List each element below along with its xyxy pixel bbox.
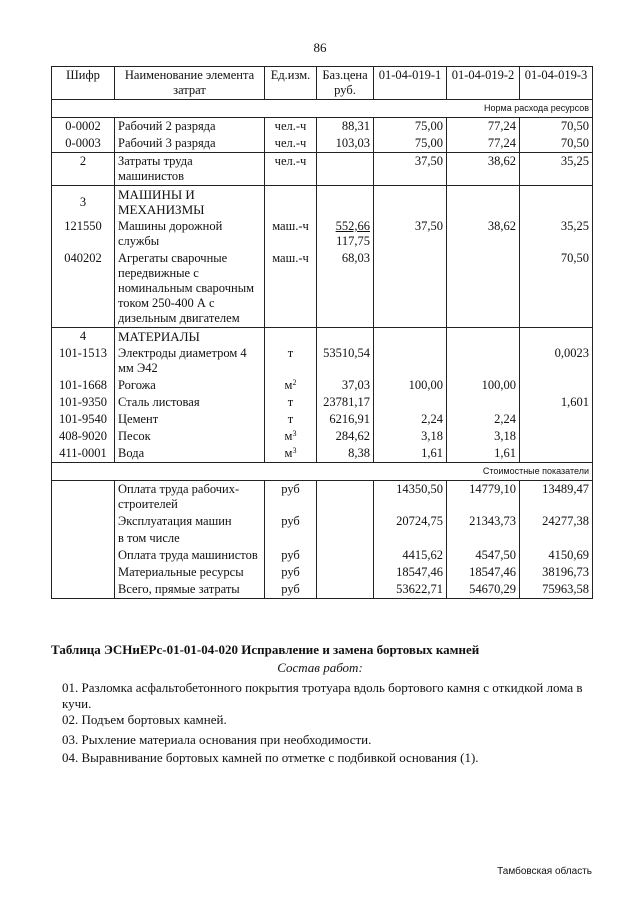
row-name: Затраты труда машинистов xyxy=(115,153,265,186)
row-price: 23781,17 xyxy=(317,394,374,411)
table-row xyxy=(52,218,593,250)
cost-row xyxy=(52,530,593,547)
table-row xyxy=(52,411,593,428)
header-col2: 01-04-019-2 xyxy=(447,67,520,100)
row-code: 101-1668 xyxy=(52,377,115,394)
table-row xyxy=(52,445,593,463)
cost-row xyxy=(52,581,593,599)
row-v2: 38,62 xyxy=(447,218,520,250)
header-unit: Ед.изм. xyxy=(265,67,317,100)
cost-unit: руб xyxy=(265,481,317,514)
work-item: 01. Разломка асфальтобетонного покрытия тротуара вдоль бортового камня с откидкой лома в кучи. xyxy=(62,680,583,711)
unit-superscript: 3 xyxy=(292,429,297,438)
row-price-secondary: 117,75 xyxy=(336,234,370,248)
norm-label: Норма расхода ресурсов xyxy=(52,100,593,118)
row-code: 101-9350 xyxy=(52,394,115,411)
cost-v2: 18547,46 xyxy=(447,564,520,581)
row-unit: т xyxy=(265,345,317,377)
row-code: 411-0001 xyxy=(52,445,115,463)
row-code: 0-0003 xyxy=(52,135,115,153)
cost-v1: 4415,62 xyxy=(374,547,447,564)
row-price: 284,62 xyxy=(317,428,374,445)
table-header xyxy=(52,67,593,100)
cost-name: Оплата труда машинистов xyxy=(115,547,265,564)
cost-v2: 54670,29 xyxy=(447,581,520,599)
table-row xyxy=(52,153,593,186)
footer-region: Тамбовская область xyxy=(497,866,592,877)
row-unit: чел.-ч xyxy=(265,153,317,186)
header-price: Баз.цена руб. xyxy=(317,67,374,100)
section-row xyxy=(52,186,593,219)
table-row xyxy=(52,250,593,328)
row-code: 101-9540 xyxy=(52,411,115,428)
row-unit: маш.-ч xyxy=(265,218,317,250)
cost-v3: 4150,69 xyxy=(520,547,593,564)
row-name: Рабочий 3 разряда xyxy=(115,135,265,153)
cost-row xyxy=(52,564,593,581)
row-code: 408-9020 xyxy=(52,428,115,445)
cost-v1: 20724,75 xyxy=(374,513,447,530)
table-row xyxy=(52,428,593,445)
row-price: 8,38 xyxy=(317,445,374,463)
row-unit: м xyxy=(284,378,293,392)
unit-superscript: 2 xyxy=(292,378,297,387)
cost-name: Эксплуатация машин xyxy=(115,513,265,530)
row-name: Электроды диаметром 4 мм Э42 xyxy=(115,345,265,377)
row-name: Агрегаты сварочные передвижные с номинальным сварочным током 250-400 А с дизельным двигателем xyxy=(115,250,265,328)
row-name: МАТЕРИАЛЫ xyxy=(115,328,265,346)
table-row xyxy=(52,345,593,377)
row-price: 68,03 xyxy=(317,250,374,328)
cost-v1: 14350,50 xyxy=(374,481,447,514)
row-name: Сталь листовая xyxy=(115,394,265,411)
cost-v3: 13489,47 xyxy=(520,481,593,514)
table-row xyxy=(52,377,593,394)
work-item: 03. Рыхление материала основания при необходимости. xyxy=(62,732,372,747)
row-name: Машины дорожной службы xyxy=(115,218,265,250)
row-name: Рабочий 2 разряда xyxy=(115,118,265,136)
cost-v3: 24277,38 xyxy=(520,513,593,530)
row-v1: 75,00 xyxy=(374,118,447,136)
row-price: 552,66 xyxy=(335,219,370,233)
row-name: Песок xyxy=(115,428,265,445)
row-code: 3 xyxy=(52,186,115,219)
cost-v2: 21343,73 xyxy=(447,513,520,530)
cost-unit: руб xyxy=(265,547,317,564)
row-v2: 3,18 xyxy=(447,428,520,445)
page-number: 86 xyxy=(313,40,327,55)
header-code: Шифр xyxy=(52,67,115,100)
row-v1: 1,61 xyxy=(374,445,447,463)
table-row xyxy=(52,394,593,411)
row-v1: 100,00 xyxy=(374,377,447,394)
table-title: Таблица ЭСНиЕРс-01-01-04-020 Исправление и замена бортовых камней xyxy=(51,642,480,657)
cost-unit: руб xyxy=(265,564,317,581)
row-unit: м xyxy=(284,429,293,443)
row-v3: 1,601 xyxy=(520,394,593,411)
row-name: Рогожа xyxy=(115,377,265,394)
row-v1: 37,50 xyxy=(374,218,447,250)
header-col3: 01-04-019-3 xyxy=(520,67,593,100)
row-code: 0-0002 xyxy=(52,118,115,136)
row-v2: 38,62 xyxy=(447,153,520,186)
cost-row xyxy=(52,513,593,530)
row-price: 6216,91 xyxy=(317,411,374,428)
section-row xyxy=(52,328,593,346)
row-v3: 35,25 xyxy=(520,218,593,250)
works-title: Состав работ: xyxy=(277,660,363,675)
work-item: 02. Подъем бортовых камней. xyxy=(62,712,227,727)
table-row xyxy=(52,135,593,153)
cost-unit: руб xyxy=(265,513,317,530)
cost-name: Оплата труда рабочих-строителей xyxy=(115,481,265,514)
row-unit: т xyxy=(265,411,317,428)
row-v3: 35,25 xyxy=(520,153,593,186)
cost-v1: 18547,46 xyxy=(374,564,447,581)
row-price: 37,03 xyxy=(317,377,374,394)
row-name: МАШИНЫ И МЕХАНИЗМЫ xyxy=(115,186,265,219)
cost-v2: 4547,50 xyxy=(447,547,520,564)
cost-row xyxy=(52,481,593,514)
cost-name: Материальные ресурсы xyxy=(115,564,265,581)
row-v2: 77,24 xyxy=(447,118,520,136)
cost-label: Стоимостные показатели xyxy=(52,463,593,481)
row-v2: 1,61 xyxy=(447,445,520,463)
row-unit: м xyxy=(284,446,293,460)
unit-superscript: 3 xyxy=(292,446,297,455)
row-v1: 3,18 xyxy=(374,428,447,445)
row-unit: чел.-ч xyxy=(265,135,317,153)
row-name: Вода xyxy=(115,445,265,463)
cost-row xyxy=(52,547,593,564)
row-code: 121550 xyxy=(52,218,115,250)
row-v3: 70,50 xyxy=(520,250,593,328)
row-v2: 77,24 xyxy=(447,135,520,153)
row-unit: маш.-ч xyxy=(265,250,317,328)
cost-v2: 14779,10 xyxy=(447,481,520,514)
work-item: 04. Выравнивание бортовых камней по отметке с подбивкой основания (1). xyxy=(62,750,479,765)
table-row xyxy=(52,118,593,136)
header-col1: 01-04-019-1 xyxy=(374,67,447,100)
row-unit: чел.-ч xyxy=(265,118,317,136)
cost-v3: 75963,58 xyxy=(520,581,593,599)
resource-table xyxy=(51,66,593,599)
row-v2: 100,00 xyxy=(447,377,520,394)
row-name: Цемент xyxy=(115,411,265,428)
row-v1: 37,50 xyxy=(374,153,447,186)
cost-v3: 38196,73 xyxy=(520,564,593,581)
row-price: 103,03 xyxy=(317,135,374,153)
row-price: 53510,54 xyxy=(317,345,374,377)
cost-name: в том числе xyxy=(115,530,265,547)
row-code: 040202 xyxy=(52,250,115,328)
row-v3: 70,50 xyxy=(520,135,593,153)
row-code: 4 xyxy=(52,328,115,346)
row-v3: 0,0023 xyxy=(520,345,593,377)
row-code: 2 xyxy=(52,153,115,186)
cost-unit: руб xyxy=(265,581,317,599)
header-name: Наименование элемента затрат xyxy=(115,67,265,100)
row-v1: 2,24 xyxy=(374,411,447,428)
row-code: 101-1513 xyxy=(52,345,115,377)
row-v1: 75,00 xyxy=(374,135,447,153)
row-unit: т xyxy=(265,394,317,411)
row-price: 88,31 xyxy=(317,118,374,136)
cost-v1: 53622,71 xyxy=(374,581,447,599)
row-v2: 2,24 xyxy=(447,411,520,428)
row-v3: 70,50 xyxy=(520,118,593,136)
cost-name: Всего, прямые затраты xyxy=(115,581,265,599)
